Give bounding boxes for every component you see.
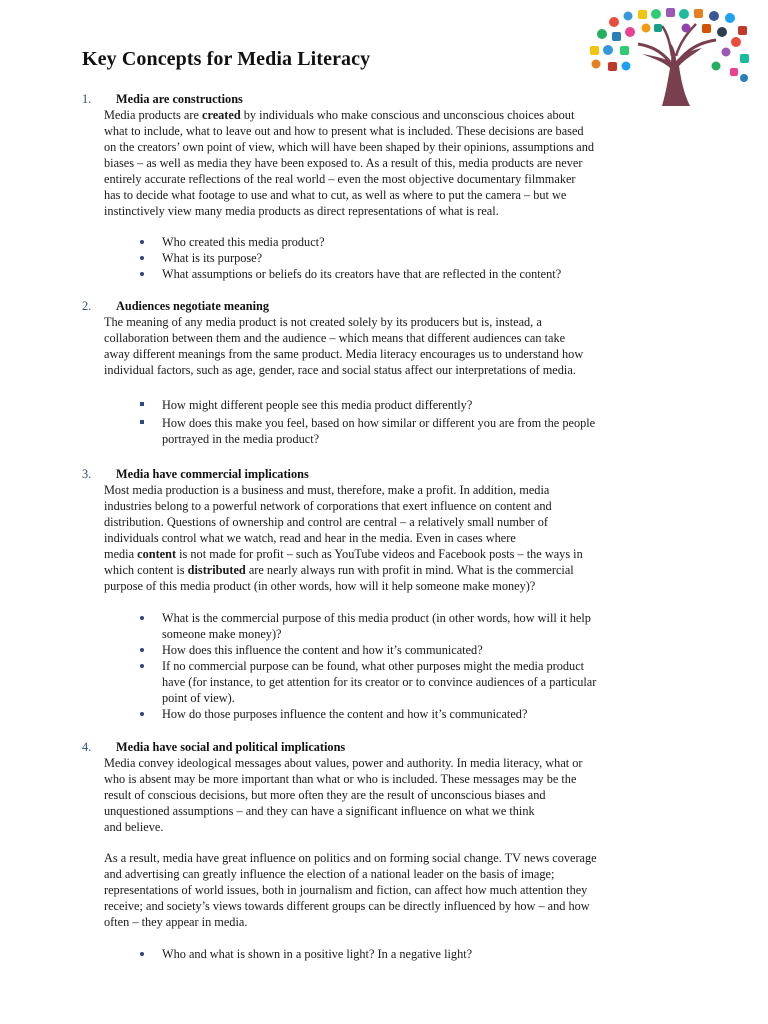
text-line: industries belong to a powerful network of corporations that exert influence on content and	[104, 499, 552, 513]
text-line: what to include, what to leave out and how to present what is included. These decisions are based	[104, 124, 584, 138]
text-line: The meaning of any media product is not created solely by its producers but is, instead, a	[104, 315, 542, 329]
text-line: representations of world issues, both in journalism and fiction, can affect how much attention they	[104, 883, 588, 897]
section-title: Media have commercial implications	[116, 467, 309, 481]
emphasis-text: created	[202, 108, 241, 122]
text-line: receive; and society’s views towards different groups can be directly influenced by how – and how	[104, 899, 590, 913]
text-line: Most media production is a business and must, therefore, make a profit. In addition, media	[104, 483, 550, 497]
bullet-text: What is its purpose?	[162, 251, 263, 265]
text-line: biases – as well as media they have been exposed to. As a result of this, media products are never	[104, 156, 583, 170]
bullet-dot-icon	[138, 610, 162, 626]
section-title: Media are constructions	[116, 92, 243, 106]
list-item	[138, 610, 658, 642]
list-item	[138, 642, 658, 658]
section-paragraph	[104, 314, 664, 378]
text-line: result of conscious decisions, but more often they are the result of unconscious biases and	[104, 788, 546, 802]
section-paragraph	[104, 107, 664, 219]
text-line: unquestioned assumptions – and they can have a significant influence on what we think	[104, 804, 535, 818]
text-line: purpose of this media product (in other words, how will it help someone make money)?	[104, 579, 536, 593]
media-tree-icon	[584, 6, 756, 106]
text-line: is not made for profit – such as YouTube videos and Facebook posts – the ways in	[176, 547, 583, 561]
list-item	[138, 234, 658, 250]
text-line: which content is	[104, 563, 188, 577]
bullet-text: Who and what is shown in a positive light? In a negative light?	[162, 947, 473, 961]
bullet-dot-icon	[138, 946, 162, 962]
emphasis-text: content	[137, 547, 177, 561]
bullet-square-icon	[138, 415, 162, 431]
bullet-dot-icon	[138, 266, 162, 282]
bullet-text: What is the commercial purpose of this media product (in other words, how will it help	[162, 611, 591, 625]
bullet-text: How does this make you feel, based on how similar or different you are from the people	[162, 416, 596, 430]
bullet-text: How does this influence the content and how it’s communicated?	[162, 643, 483, 657]
text-line: instinctively view many media products as direct representations of what is real.	[104, 204, 499, 218]
text-line: by individuals who make conscious and unconscious choices about	[240, 108, 575, 122]
list-item	[138, 706, 658, 722]
text-line: As a result, media have great influence on politics and on forming social change. TV news coverage	[104, 851, 597, 865]
section-paragraph	[104, 850, 664, 930]
list-item	[138, 946, 658, 962]
section-paragraph	[104, 755, 664, 835]
bullet-text: If no commercial purpose can be found, what other purposes might the media product	[162, 659, 585, 673]
section-heading	[82, 91, 243, 107]
section-number: 4.	[82, 740, 92, 754]
bullet-dot-icon	[138, 234, 162, 250]
text-line: and advertising can greatly influence the election of a national leader on the basis of image;	[104, 867, 555, 881]
section-number: 3.	[82, 467, 92, 481]
bullet-list	[138, 610, 658, 722]
text-line: distribution. Questions of ownership and control are central – a relatively small number of	[104, 515, 548, 529]
text-line: on the creators’ own point of view, which will have been shaped by their opinions, assumptions and	[104, 140, 595, 154]
section-heading	[82, 466, 309, 482]
section-heading	[82, 298, 269, 314]
bullet-text: point of view).	[162, 691, 235, 705]
bullet-list	[138, 946, 658, 962]
list-item	[138, 397, 658, 413]
bullet-dot-icon	[138, 642, 162, 658]
bullet-text: have (for instance, to get attention for its creator or to convince audiences of a particular	[162, 675, 597, 689]
section-paragraph	[104, 482, 664, 594]
section-number: 1.	[82, 92, 92, 106]
text-line: often – they appear in media.	[104, 915, 248, 929]
list-item	[138, 658, 658, 706]
section-number: 2.	[82, 299, 92, 313]
bullet-text: Who created this media product?	[162, 235, 325, 249]
text-line: who is absent may be more important than what or who is included. These messages may be the	[104, 772, 577, 786]
section-title: Audiences negotiate meaning	[116, 299, 270, 313]
list-item	[138, 250, 658, 266]
bullet-text: How might different people see this media product differently?	[162, 398, 473, 412]
section-title: Media have social and political implications	[116, 740, 346, 754]
emphasis-text: distributed	[187, 563, 246, 577]
bullet-square-icon	[138, 397, 162, 413]
text-line: entirely accurate reflections of the real world – even the most objective documentary filmmaker	[104, 172, 576, 186]
text-line: Media products are	[104, 108, 202, 122]
list-item	[138, 415, 658, 447]
bullet-dot-icon	[138, 706, 162, 722]
page-title: Key Concepts for Media Literacy	[82, 48, 371, 70]
text-line: individual factors, such as age, gender, race and social status affect our interpretations of media.	[104, 363, 576, 377]
text-line: media	[104, 547, 138, 561]
text-line: Media convey ideological messages about values, power and authority. In media literacy, what or	[104, 756, 583, 770]
text-line: collaboration between them and the audience – which means that different audiences can take	[104, 331, 566, 345]
text-line: individuals control what we watch, read and hear in the media. Even in cases where	[104, 531, 516, 545]
text-line: are nearly always run with profit in mind. What is the commercial	[245, 563, 574, 577]
text-line: and believe.	[104, 820, 164, 834]
bullet-text: portrayed in the media product?	[162, 432, 320, 446]
bullet-dot-icon	[138, 250, 162, 266]
list-item	[138, 266, 658, 282]
bullet-list	[138, 397, 658, 447]
bullet-text: someone make money)?	[162, 627, 282, 641]
bullet-text: How do those purposes influence the content and how it’s communicated?	[162, 707, 528, 721]
bullet-list	[138, 234, 658, 282]
bullet-text: What assumptions or beliefs do its creators have that are reflected in the content?	[162, 267, 562, 281]
bullet-dot-icon	[138, 658, 162, 674]
text-line: has to decide what footage to use and what to cut, as well as where to put the camera – but we	[104, 188, 567, 202]
section-heading	[82, 739, 345, 755]
text-line: away different meanings from the same product. Media literacy encourages us to understand how	[104, 347, 584, 361]
